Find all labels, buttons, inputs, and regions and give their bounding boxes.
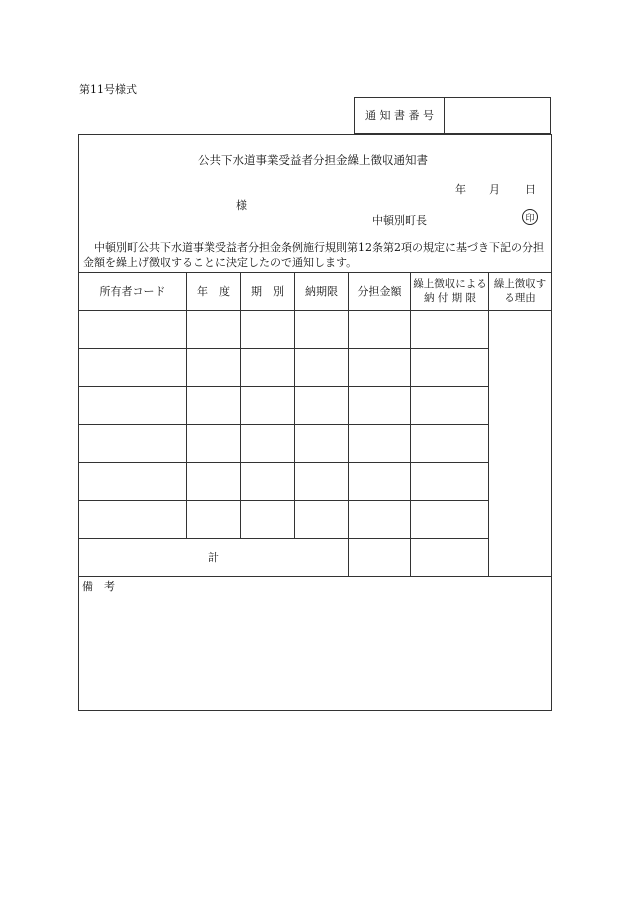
document-title: 公共下水道事業受益者分担金繰上徴収通知書 [198, 153, 428, 167]
cell-period[interactable] [241, 311, 294, 348]
cell-new-due-date[interactable] [411, 349, 488, 386]
cell-owner-code[interactable] [79, 501, 186, 538]
cell-amount[interactable] [349, 463, 410, 500]
cell-fiscal-year[interactable] [187, 311, 240, 348]
cell-amount[interactable] [349, 349, 410, 386]
cell-new-due-date[interactable] [411, 501, 488, 538]
cell-fiscal-year[interactable] [187, 463, 240, 500]
total-blank-cell [411, 539, 488, 576]
form-number: 第11号様式 [79, 83, 137, 96]
cell-owner-code[interactable] [79, 387, 186, 424]
seal-label: 印 [525, 213, 535, 224]
cell-amount[interactable] [349, 387, 410, 424]
cell-new-due-date[interactable] [411, 311, 488, 348]
cell-amount[interactable] [349, 501, 410, 538]
addressee-suffix: 様 [236, 199, 247, 212]
issuer-name: 中頓別町長 [372, 214, 427, 227]
cell-period[interactable] [241, 463, 294, 500]
cell-fiscal-year[interactable] [187, 425, 240, 462]
notice-body-text: 中頓別町公共下水道事業受益者分担金条例施行規則第12条第2項の規定に基づき下記の分担金額を繰上げ徴収することに決定したので通知します。 [83, 241, 544, 269]
cell-period[interactable] [241, 387, 294, 424]
header-new-due-date: 繰上徴収による 納 付 期 限 [413, 278, 487, 304]
cell-fiscal-year[interactable] [187, 349, 240, 386]
cell-new-due-date[interactable] [411, 387, 488, 424]
cell-fiscal-year[interactable] [187, 501, 240, 538]
total-amount-cell[interactable] [349, 539, 410, 576]
remarks-label: 備 考 [82, 580, 115, 593]
cell-amount[interactable] [349, 425, 410, 462]
cell-due-date[interactable] [295, 311, 348, 348]
cell-due-date[interactable] [295, 387, 348, 424]
header-reason: 繰上徴収する理由 [493, 278, 547, 304]
cell-owner-code[interactable] [79, 311, 186, 348]
cell-amount[interactable] [349, 311, 410, 348]
cell-new-due-date[interactable] [411, 425, 488, 462]
remarks-field[interactable] [82, 594, 548, 706]
cell-period[interactable] [241, 501, 294, 538]
cell-period[interactable] [241, 425, 294, 462]
cell-owner-code[interactable] [79, 349, 186, 386]
cell-due-date[interactable] [295, 425, 348, 462]
notice-number-label: 通 知 書 番 号 [365, 108, 434, 122]
date-month: 月 [489, 183, 500, 196]
cell-fiscal-year[interactable] [187, 387, 240, 424]
table-bottom-line [78, 576, 552, 577]
date-year: 年 [455, 183, 466, 196]
cell-due-date[interactable] [295, 463, 348, 500]
reason-cell[interactable] [489, 311, 551, 576]
cell-due-date[interactable] [295, 501, 348, 538]
cell-due-date[interactable] [295, 349, 348, 386]
header-amount: 分担金額 [357, 284, 402, 298]
seal-mark [522, 209, 538, 225]
notice-number-field[interactable] [445, 98, 550, 133]
header-owner-code: 所有者コード [99, 284, 166, 298]
header-due-date: 納期限 [305, 284, 338, 298]
cell-new-due-date[interactable] [411, 463, 488, 500]
cell-period[interactable] [241, 349, 294, 386]
cell-owner-code[interactable] [79, 463, 186, 500]
cell-owner-code[interactable] [79, 425, 186, 462]
date-day: 日 [525, 183, 536, 196]
header-period: 期 別 [251, 284, 284, 298]
total-label: 計 [208, 550, 219, 564]
header-fiscal-year: 年 度 [197, 284, 230, 298]
